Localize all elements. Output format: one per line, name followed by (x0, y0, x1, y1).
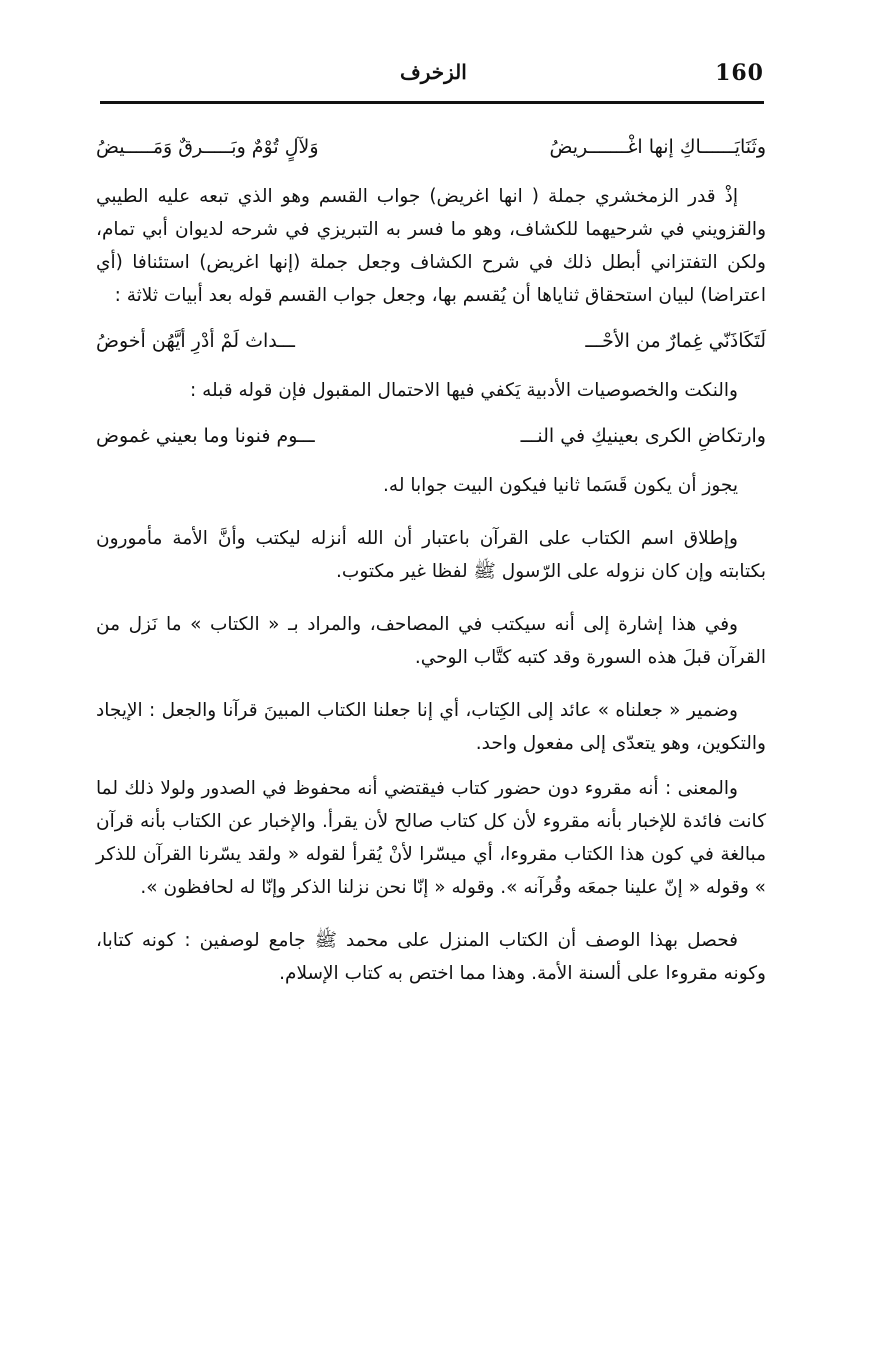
verse-second-hemistich: وَلآلٍ تُوْمٌ وبَـــــرقٌ وَمَـــــيضُ (96, 136, 319, 158)
page-body (96, 130, 766, 1002)
paragraph: والمعنى : أنه مقروء دون حضور كتاب فيقتضي أنه محفوظ في الصدور ولولا ذلك لما كانت فائدة للإخبار بأنه مقروء لأن كل كتاب صالح لأن يقرأ. والإخبار عن الكتاب بأنه قرآن مبالغة في كون هذا الكتاب مقروءا، أي ميسّرا لأنْ يُقرأ لقوله « ولقد يسّرنا القرآن للذكر » وقوله « إنّ علينا جمعَه وقُرآنه ». وقوله « إنّا نحن نزلنا الذكر وإنّا له لحافظون ». (96, 778, 766, 898)
paragraph: وإطلاق اسم الكتاب على القرآن باعتبار أن الله أنزله ليكتب وأنَّ الأمة مأمورون بكتابته وإن كان نزوله على الرّسول ﷺ لفظا غير مكتوب. (96, 528, 766, 582)
paragraph: يجوز أن يكون قَسَما ثانيا فيكون البيت جوابا له. (383, 475, 738, 496)
header-rule (100, 101, 764, 104)
verse-second-hemistich: ـــداث لَمْ أدْرِ أيَّهُن أخوضُ (96, 330, 295, 352)
verse-first-hemistich: وارتكاضِ الكرى بعينيكِ في النـــ (520, 425, 766, 447)
page-number: 160 (715, 60, 764, 86)
paragraph: والنكت والخصوصيات الأدبية يَكفي فيها الاحتمال المقبول فإن قوله قبله : (189, 380, 738, 401)
poetry-verse (96, 130, 766, 164)
verse-second-hemistich: ـــوم فنونا وما بعيني غموض (96, 425, 315, 447)
page-header (100, 60, 764, 100)
poetry-verse (96, 419, 766, 453)
paragraph: إذْ قدر الزمخشري جملة ( انها اغريض) جواب القسم وهو الذي تبعه عليه الطيبي والقزويني في شرحيهما للكشاف، وهو ما فسر به التبريزي في شرحه لديوان أبي تمام، ولكن التفتزاني أبطل ذلك في شرح الكشاف وجعل جملة (إنها اغريض) استئنافا (أي اعتراضا) لبيان استحقاق ثناياها أن يُقسم بها، وجعل جواب القسم قوله بعد أبيات ثلاثة : (96, 186, 766, 306)
paragraph: وفي هذا إشارة إلى أنه سيكتب في المصاحف، والمراد بـ « الكتاب » ما نَزل من القرآن قبلَ هذه السورة وقد كتبه كتَّاب الوحي. (96, 614, 766, 668)
poetry-verse (96, 324, 766, 358)
running-title: الزخرف (400, 60, 467, 84)
verse-first-hemistich: لَتَكَاذَنّي غِمارٌ من الأحْـــ (585, 330, 766, 352)
paragraph: وضمير « جعلناه » عائد إلى الكِتاب، أي إنا جعلنا الكتاب المبينَ قرآنا والجعل : الإيجاد والتكوين، وهو يتعدّى إلى مفعول واحد. (96, 700, 766, 754)
paragraph: فحصل بهذا الوصف أن الكتاب المنزل على محمد ﷺ جامع لوصفين : كونه كتابا، وكونه مقروءا على ألسنة الأمة. وهذا مما اختص به كتاب الإسلام. (96, 930, 766, 984)
verse-first-hemistich: وثَنَايَــــــاكِ إنها اغْـــــــريضُ (549, 136, 766, 158)
